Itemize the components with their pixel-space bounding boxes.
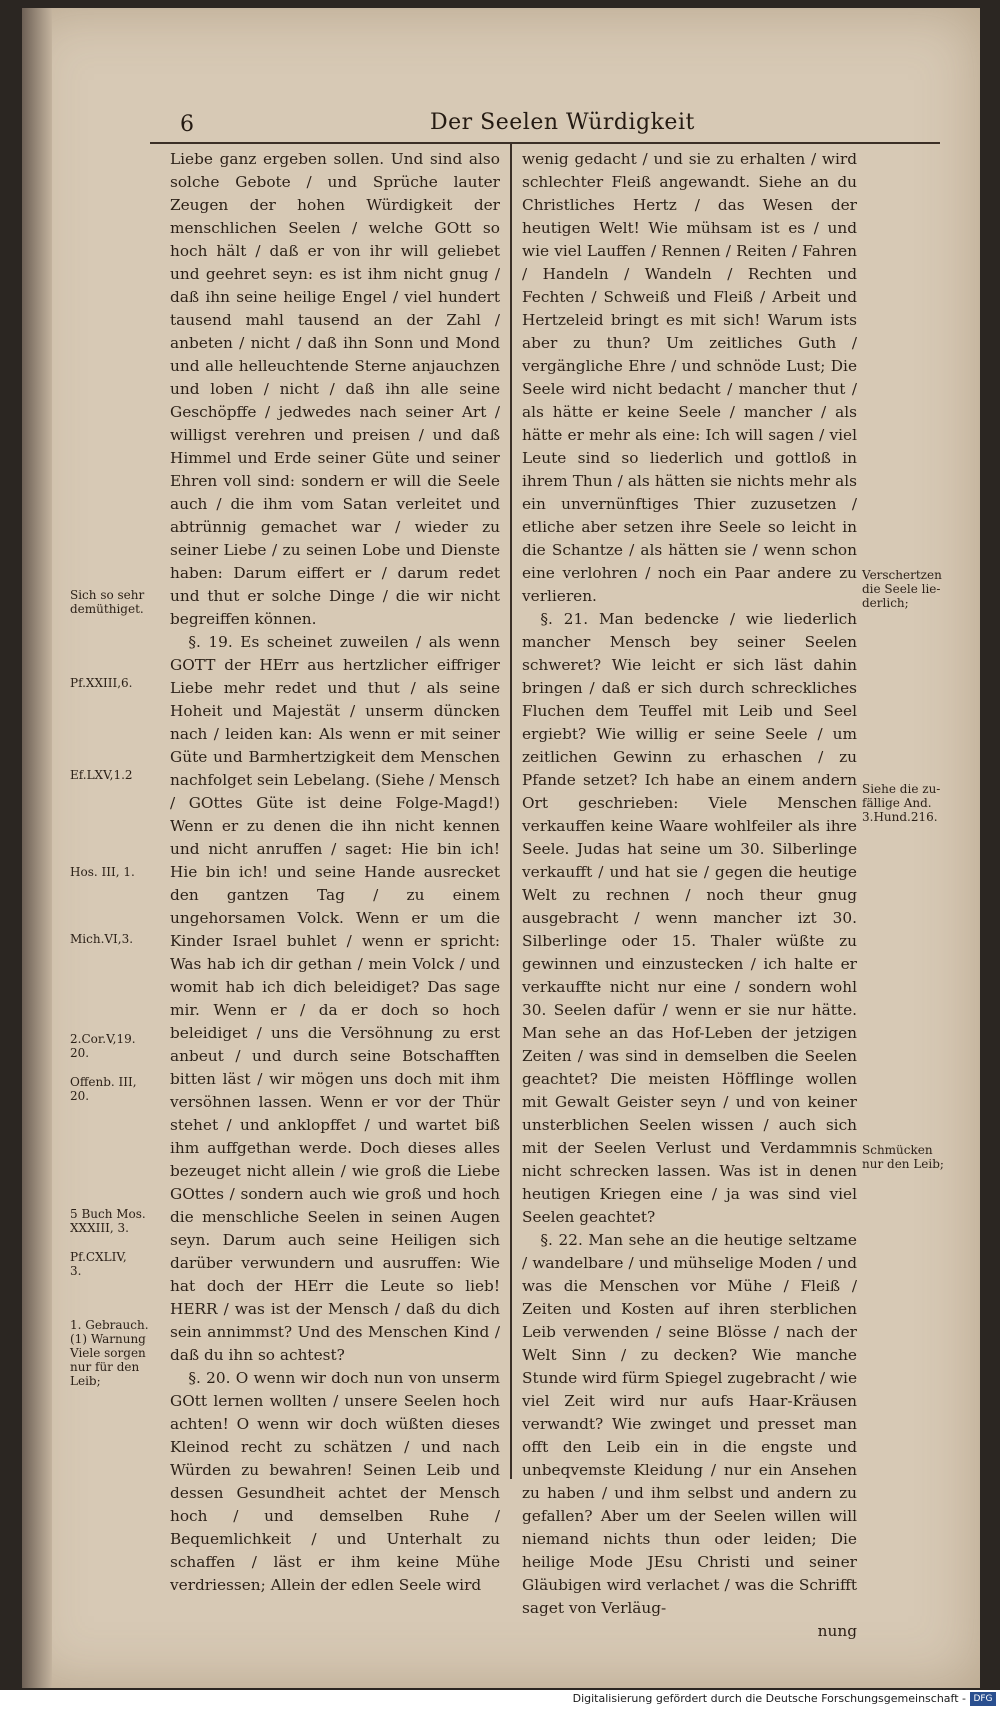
margin-note: Offenb. III, 20. bbox=[70, 1075, 137, 1103]
margin-note: Mich.VI,3. bbox=[70, 932, 134, 946]
margin-note: Siehe die zu- fällige And. 3.Hund.216. bbox=[862, 782, 941, 824]
margin-note: Hos. III, 1. bbox=[70, 865, 135, 879]
catchword: nung bbox=[817, 1622, 857, 1640]
paragraph: Liebe ganz ergeben sollen. Und sind also solche Gebote / und Sprüche lauter Zeugen der hohen Würdigkeit der menschlichen Seelen / welche GOtt so hoch hält / daß er von ihr will geliebet und geehret seyn: es ist ihm nicht gnug / daß ihn seine heilige Engel / viel hundert tausend mahl tausend an der Zahl / anbeten / nicht / daß ihn Sonn und Mond und alle helleuchtende Sterne anjauchzen und loben / nicht / daß ihn alle seine Geschöpffe / jedwedes nach seiner Art / willigst verehren und preisen / und daß Himmel und Erde seiner Güte und seiner Ehren voll sind: sondern er will die Seele auch / die ihm vom Satan verleitet und abtrünnig gemachet war / wieder zu seiner Liebe / zu seinen Lobe und Dienste haben: Darum eiffert er / darum redet und thut er solche Dinge / die wir nicht begreiffen können. bbox=[170, 150, 500, 628]
paragraph: §. 19. Es scheinet zuweilen / als wenn GOTT der HErr aus hertzlicher eiffriger Liebe mehr redet und thut / als seine Hoheit und Majestät / unserm düncken nach / leiden kan: Als wenn er mit seiner Güte und Barmhertzigkeit dem Menschen nachfolget sein Lebelang. (Siehe / Mensch / GOttes Güte ist deine Folge-Magd!) Wenn er zu denen die ihn nicht kennen und nicht anruffen / saget: Hie bin ich! Hie bin ich! und seine Hande ausrecket den gantzen Tag / zu einem ungehorsamen Volck. Wenn er um die Kinder Israel buhlet / wenn er spricht: Was hab ich dir gethan / mein Volck / und womit hab ich dich beleidiget? Das sage mir. Wenn er / da er doch so hoch beleidiget / uns die Versöhnung zu erst anbeut / und durch seine Botschafften bitten läst / wir mögen uns doch mit ihm versöhnen lassen. Wenn er vor der Thür stehet / und anklopffet / und wartet biß ihm auffgethan werde. Doch dieses alles bezeuget nicht allein / wie groß die Liebe GOttes / sondern auch wie groß und hoch die menschliche Seelen in seinen Augen seyn. Darum auch seine Heiligen sich darüber verwundern und ausruffen: Wie hat doch der HErr die Leute so lieb! HERR / was ist der Mensch / daß du dich sein annimmst? Und des Menschen Kind / daß du ihn so achtest? bbox=[170, 633, 500, 1364]
paragraph: §. 20. O wenn wir doch nun von unserm GOtt lernen wollten / unsere Seelen hoch achten! O wenn wir doch wüßten dieses Kleinod recht zu schätzen / und nach Würden zu bewahren! Seinen Leib und dessen Gesundheit achtet der Mensch hoch / und demselben Ruhe / Bequemlichkeit / und Unterhalt zu schaffen / läst er ihm keine Mühe verdriessen; Allein der edlen Seele wird bbox=[170, 1369, 500, 1594]
paragraph: §. 22. Man sehe an die heutige seltzame / wandelbare / und mühselige Moden / und was die Menschen vor Mühe / Fleiß / Zeiten und Kosten auf ihren sterblichen Leib verwenden / seine Blösse / nach der Welt Sinn / zu decken? Wie manche Stunde wird fürm Spiegel zugebracht / wie viel Zeit wird nur aufs Haar-Kräusen verwandt? Wie zwinget und presset man offt den Leib ein in die engste und unbeqvemste Kleidung / nur ein Ansehen zu haben / und ihm selbst und andern zu gefallen? Aber um der Seelen willen will niemand nichts thun oder leiden; Die heilige Mode JEsu Christi und seiner Gläubigen wird verlachet / was die Schrifft saget von Verläug- bbox=[522, 1231, 857, 1617]
page-header bbox=[150, 108, 940, 144]
left-column bbox=[170, 148, 500, 1597]
page-number: 6 bbox=[180, 112, 194, 137]
paragraph: §. 21. Man bedencke / wie liederlich mancher Mensch bey seiner Seelen schweret? Wie leicht er sich läst dahin bringen / daß er sich durch schreckliches Fluchen dem Teuffel mit Leib und Seel ergiebt? Wie willig er seine Seele / um zeitlichen Gewinn zu erhaschen / zu Pfande setzet? Ich habe an einem andern Ort geschrieben: Viele Menschen verkauffen keine Waare wohlfeiler als ihre Seele. Judas hat seine um 30. Silberlinge verkaufft / und hat sie / gegen die heutige Welt zu rechnen / noch theur gnug ausgebracht / wenn mancher izt 30. Silberlinge oder 15. Thaler wüßte zu gewinnen und einzustecken / ich halte er verkauffte nicht nur eine / sondern wohl 30. Seelen dafür / wenn er sie nur hätte. Man sehe an das Hof-Leben der jetzigen Zeiten / was sind in demselben die Seelen geachtet? Die meisten Höfflinge wollen mit Gewalt Geister seyn / und von keiner unsterblichen Seelen wissen / auch sich mit der Seelen Verlust und Verdammnis nicht schrecken lassen. Was ist in denen heutigen Kriegen eine / ja was sind viel Seelen geachtet? bbox=[522, 610, 857, 1226]
margin-note: Verschertzen die Seele lie- derlich; bbox=[862, 568, 942, 610]
margin-note: Pf.XXIII,6. bbox=[70, 676, 133, 690]
margin-note: 1. Gebrauch. (1) Warnung Viele sorgen nur für den Leib; bbox=[70, 1318, 149, 1388]
margin-note: Ef.LXV,1.2 bbox=[70, 768, 133, 782]
column-divider bbox=[510, 144, 512, 1479]
margin-note: Pf.CXLIV, 3. bbox=[70, 1250, 127, 1278]
right-column bbox=[522, 148, 857, 1643]
dfg-logo: DFG bbox=[970, 1692, 996, 1706]
paragraph: wenig gedacht / und sie zu erhalten / wird schlechter Fleiß angewandt. Siehe an du Christliches Hertz / das Wesen der heutigen Welt! Wie mühsam ist es / und wie viel Lauffen / Rennen / Reiten / Fahren / Handeln / Wandeln / Rechten und Fechten / Schweiß und Fleiß / Arbeit und Hertzeleid bringt es mit sich! Warum ists aber zu thun? Um zeitliches Guth / vergängliche Ehre / und schnöde Lust; Die Seele wird nicht bedacht / mancher thut / als hätte er keine Seele / mancher / als hätte er mehr als eine: Ich will sagen / viel Leute sind so liederlich und gottloß in ihrem Thun / als hätten sie nichts mehr als ein unvernünftiges Thier zuzusetzen / etliche aber setzen ihre Seele so leicht in die Schantze / als hätten sie / wenn schon eine verlohren / noch ein Paar andere zu verlieren. bbox=[522, 150, 857, 605]
margin-note: Sich so sehr demüthiget. bbox=[70, 588, 145, 616]
margin-note: 2.Cor.V,19. 20. bbox=[70, 1032, 136, 1060]
margin-note: 5 Buch Mos. XXXIII, 3. bbox=[70, 1207, 146, 1235]
running-title: Der Seelen Würdigkeit bbox=[430, 110, 695, 135]
digitization-credit: Digitalisierung gefördert durch die Deutsche Forschungsgemeinschaft - bbox=[572, 1692, 966, 1705]
book-spine bbox=[22, 8, 52, 1688]
margin-note: Schmücken nur den Leib; bbox=[862, 1143, 944, 1171]
